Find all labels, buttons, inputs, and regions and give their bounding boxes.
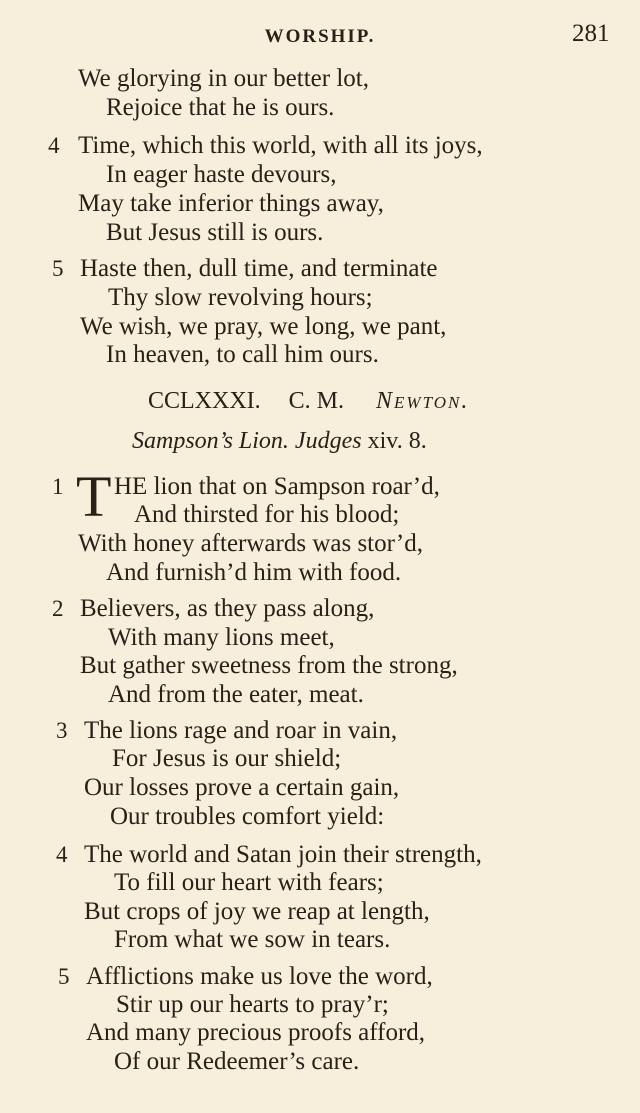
stanza-number: 5 [58,964,70,989]
subtitle-text: Sampson’s Lion. Judges [132,428,362,454]
verse-line: From what we sow in tears. [114,926,391,953]
verse-line: Time, which this world, with all its joys, [78,132,483,159]
verse-line: May take inferior things away, [78,190,384,217]
verse-line: The lions rage and roar in vain, [84,717,398,744]
hymn-heading [148,388,469,415]
verse-line: In heaven, to call him ours. [106,341,379,368]
verse-line: Of our Redeemer’s care. [114,1048,360,1075]
verse-line: But Jesus still is ours. [106,219,324,246]
verse-line: Our troubles comfort yield: [110,803,385,830]
verse-line: And from the eater, meat. [108,681,364,708]
running-header: WORSHIP. [264,26,376,47]
verse-line: To fill our heart with fears; [114,869,384,896]
verse-line: The world and Satan join their strength, [84,841,482,868]
verse-line: With honey afterwards was stor’d, [78,530,423,557]
verse-line: And many precious proofs afford, [86,1019,426,1046]
hymn-subtitle [132,428,427,455]
verse-line: But crops of joy we reap at length, [84,898,430,925]
verse-line: And thirsted for his blood; [134,501,400,528]
verse-line: And furnish’d him with food. [106,559,402,586]
verse-line: Stir up our hearts to pray’r; [116,991,389,1018]
verse-line: Thy slow revolving hours; [108,284,373,311]
stanza-number: 4 [56,842,68,867]
verse-line: Our losses prove a certain gain, [84,774,400,801]
stanza-number: 3 [56,718,68,743]
verse-line: HE lion that on Sampson roar’d, [114,473,440,500]
drop-cap: T [76,464,112,529]
scripture-reference: xiv. 8. [361,428,427,454]
verse-line: Rejoice that he is ours. [106,94,335,121]
verse-line: Believers, as they pass along, [80,595,375,622]
stanza-number: 4 [48,133,60,158]
verse-line: For Jesus is our shield; [112,745,342,772]
hymn-number: CCLXXXI. [148,388,261,414]
verse-line: We wish, we pray, we long, we pant, [80,313,447,340]
verse-line: But gather sweetness from the strong, [80,652,458,679]
stanza-number: 2 [52,596,64,621]
hymn-meter: C. M. [288,388,345,414]
verse-line: In eager haste devours, [106,161,337,188]
stanza-number: 1 [52,474,64,499]
verse-line: Haste then, dull time, and terminate [80,255,438,282]
verse-line: Afflictions make us love the word, [86,963,433,990]
stanza-number: 5 [52,256,64,281]
page-number: 281 [572,20,610,47]
verse-line: With many lions meet, [108,624,335,651]
verse-line: We glorying in our better lot, [78,65,369,92]
hymn-author: Newton. [376,388,470,414]
